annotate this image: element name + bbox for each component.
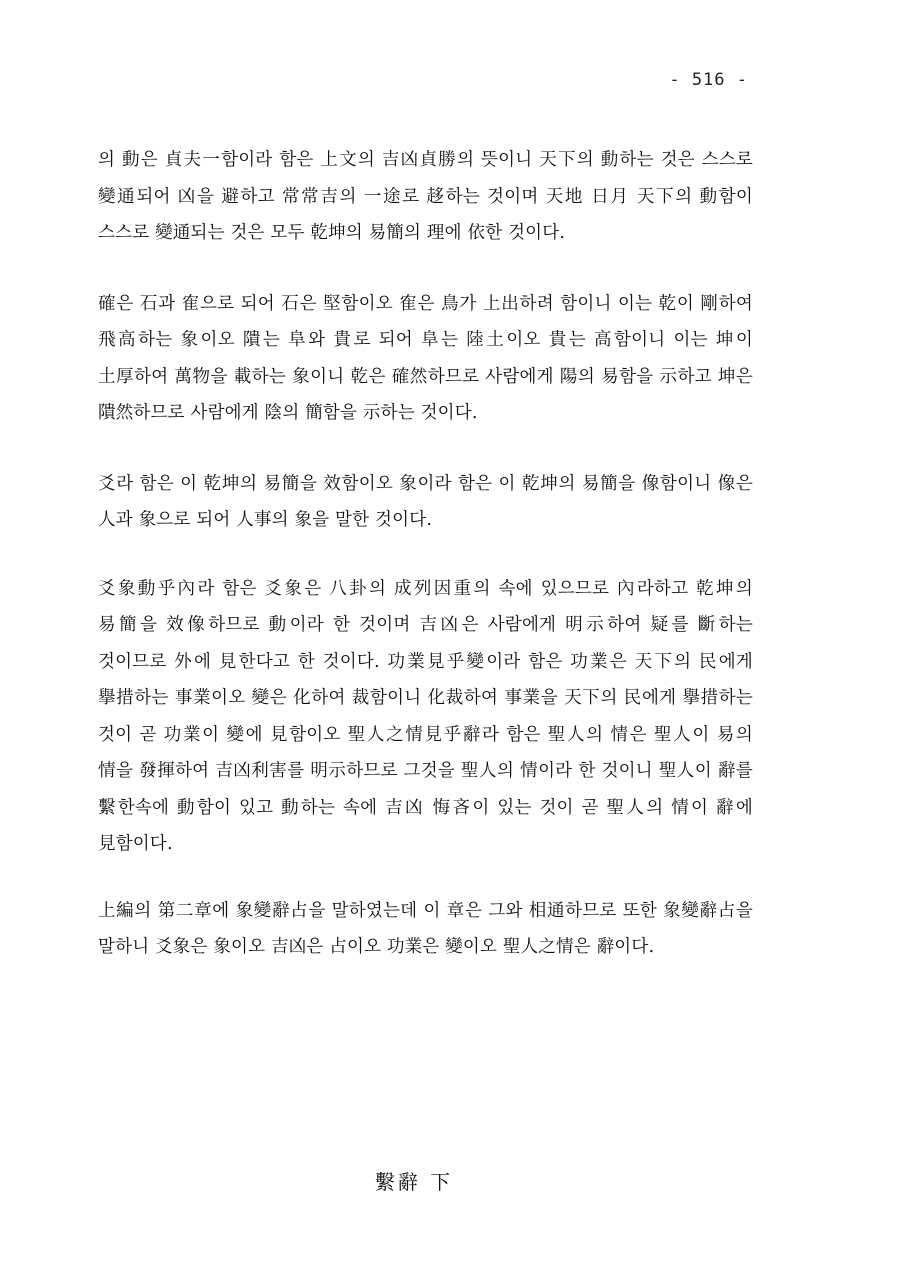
paragraph-2: 確은 石과 隺으로 되어 石은 堅함이오 隺은 鳥가 上出하려 함이니 이는 乾이 剛하여 飛高하는 象이오 隤는 阜와 貴로 되어 阜는 陸土이오 貴는 高함이니 이는 坤이 土厚하여 萬物을 載하는 象이니 乾은 確然하므로 사람에게 陽의 易함을 示하고 坤은 隤然하므로 사람에게 陰의 簡함을 示하는 것이다. [98,293,753,423]
page-footer-title: 繫辭 下 [374,1170,454,1194]
page-number: - 516 - [669,70,748,90]
paragraph-3: 爻라 함은 이 乾坤의 易簡을 效함이오 象이라 함은 이 乾坤의 易簡을 像함이니 像은 人과 象으로 되어 人事의 象을 말한 것이다. [98,473,753,530]
paragraph-5: 上編의 第二章에 象變辭占을 말하였는데 이 章은 그와 相通하므로 또한 象變辭占을 말하니 爻象은 象이오 吉凶은 占이오 功業은 變이오 聖人之情은 辭이다. [98,900,753,957]
paragraph-4: 爻象動乎內라 함은 爻象은 八卦의 成列因重의 속에 있으므로 內라하고 乾坤의 易簡을 效像하므로 動이라 한 것이며 吉凶은 사람에게 明示하여 疑를 斷하는 것이므로 外에 見한다고 한 것이다. 功業見乎變이라 함은 功業은 天下의 民에게 擧措하는 事業이오 變은 化하여 裁함이니 化裁하여 事業을 天下의 民에게 擧措하는 것이 곧 功業이 變에 見함이오 聖人之情見乎辭라 함은 聖人의 情은 聖人이 易의 情을 發揮하여 吉凶利害를 明示하므로 그것을 聖人의 情이라 한 것이니 聖人이 辭를 繫한속에 動함이 있고 動하는 속에 吉凶 悔吝이 있는 것이 곧 聖人의 情이 辭에 見함이다. [98,578,753,854]
paragraph-1: 의 動은 貞夫一함이라 함은 上文의 吉凶貞勝의 뜻이니 天下의 動하는 것은 스스로 變通되어 凶을 避하고 常常吉의 一途로 趍하는 것이며 天地 日月 天下의 動함이 스스로 變通되는 것은 모두 乾坤의 易簡의 理에 依한 것이다. [98,150,753,243]
document-body [98,142,753,996]
